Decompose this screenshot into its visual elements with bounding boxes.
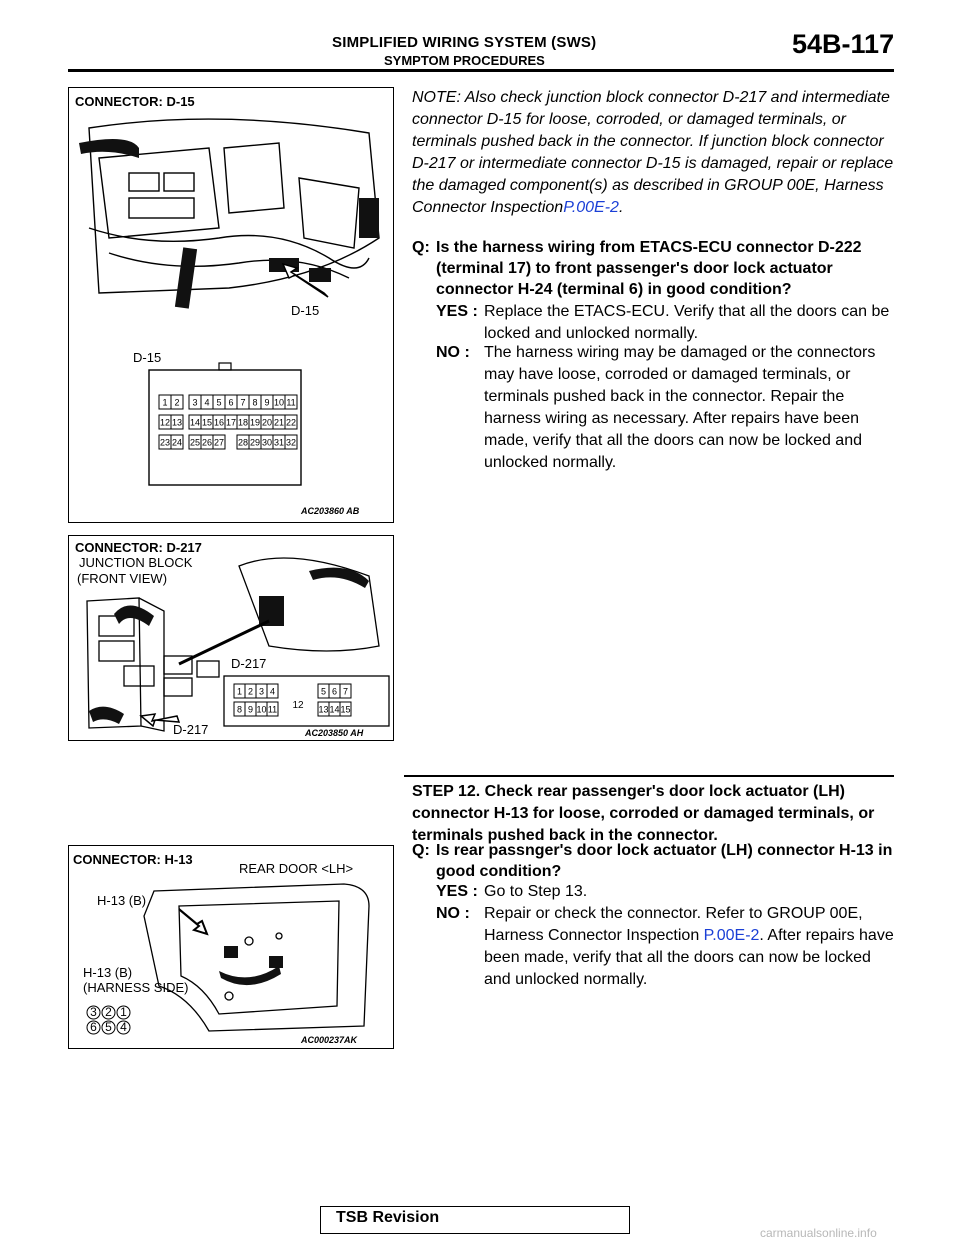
connector-pin bbox=[159, 415, 171, 429]
connector-pin bbox=[201, 435, 213, 449]
svg-text:2: 2 bbox=[105, 1005, 112, 1019]
svg-text:1: 1 bbox=[236, 686, 243, 697]
connector-pin bbox=[261, 415, 273, 429]
svg-text:7: 7 bbox=[342, 686, 349, 697]
svg-text:10: 10 bbox=[273, 397, 285, 408]
connector-pin bbox=[201, 395, 213, 409]
svg-text:31: 31 bbox=[273, 437, 285, 448]
figure-connector-h13 bbox=[68, 845, 394, 1049]
svg-text:1: 1 bbox=[120, 1005, 127, 1019]
figure-sublabel: JUNCTION BLOCK bbox=[79, 555, 193, 570]
connector-pin bbox=[171, 415, 183, 429]
svg-text:5: 5 bbox=[216, 397, 222, 408]
connector-pin bbox=[285, 395, 297, 409]
connector-pin bbox=[237, 395, 249, 409]
svg-text:27: 27 bbox=[213, 437, 225, 448]
connector-pin bbox=[87, 1005, 100, 1019]
figure-sublabel: REAR DOOR <LH> bbox=[239, 861, 354, 876]
question-2 bbox=[412, 840, 896, 882]
svg-text:6: 6 bbox=[228, 397, 234, 408]
answer-label: NO : bbox=[436, 344, 470, 361]
connector-pin bbox=[159, 395, 171, 409]
connector-pin bbox=[159, 435, 171, 449]
connector-label: H-13 (B) bbox=[83, 965, 133, 980]
answer-text-part: . After repairs have been made, verify that all the doors can now be locked and unlocked normally. bbox=[484, 927, 894, 988]
answer-text: The harness wiring may be damaged or the connectors may have loose, corroded or damaged terminals, or terminals pushed back in the connector. Repair the harness wiring as necessary. After repairs have been made, verify that all the doors can now be locked and unlocked normally. bbox=[484, 344, 876, 471]
svg-text:3: 3 bbox=[90, 1005, 97, 1019]
connector-pin bbox=[234, 702, 245, 716]
connector-pin bbox=[267, 702, 278, 716]
svg-text:15: 15 bbox=[340, 704, 351, 715]
svg-text:1: 1 bbox=[162, 397, 168, 408]
connector-pin bbox=[285, 435, 297, 449]
connector-pin bbox=[245, 684, 256, 698]
answer-label: YES : bbox=[436, 883, 478, 900]
svg-text:13: 13 bbox=[171, 417, 183, 428]
connector-pin bbox=[249, 435, 261, 449]
svg-text:17: 17 bbox=[225, 417, 237, 428]
figure-sublabel: (FRONT VIEW) bbox=[77, 571, 168, 586]
connector-pin bbox=[261, 435, 273, 449]
note-text: NOTE: Also check junction block connector D-217 and intermediate connector D-15 for loose, corroded, or damaged terminals, or terminals pushed back in the connector. If junction block connector D-217 or intermediate connector D-15 is damaged, repair or replace the damaged component(s) as described in GROUP 00E, Harness Connector Inspection bbox=[412, 89, 894, 216]
figure-caption: CONNECTOR: D-15 bbox=[75, 94, 195, 109]
question-1 bbox=[412, 237, 896, 300]
answer-yes bbox=[436, 881, 896, 903]
connector-label: D-15 bbox=[291, 303, 320, 318]
svg-text:2: 2 bbox=[247, 686, 254, 697]
question-label: Q: bbox=[412, 239, 430, 256]
figure-caption: CONNECTOR: H-13 bbox=[73, 852, 193, 867]
answer-text: Go to Step 13. bbox=[484, 883, 588, 900]
page-number: 54B-117 bbox=[792, 29, 895, 59]
answer-label: YES : bbox=[436, 303, 478, 320]
svg-text:24: 24 bbox=[171, 437, 183, 448]
figure-caption: CONNECTOR: D-217 bbox=[75, 540, 202, 555]
connector-pin bbox=[87, 1020, 100, 1034]
svg-text:13: 13 bbox=[318, 704, 329, 715]
note-paragraph bbox=[412, 87, 896, 219]
connector-pin bbox=[201, 415, 213, 429]
svg-text:3: 3 bbox=[258, 686, 265, 697]
figure-connector-d15 bbox=[68, 87, 394, 523]
svg-text:16: 16 bbox=[213, 417, 225, 428]
svg-text:2: 2 bbox=[174, 397, 180, 408]
d15-illustration bbox=[69, 88, 393, 522]
connector-pin bbox=[329, 702, 340, 716]
connector-label: H-13 (B) bbox=[97, 893, 147, 908]
answer-no bbox=[436, 342, 896, 474]
svg-text:30: 30 bbox=[261, 437, 273, 448]
note-tail: . bbox=[618, 199, 624, 216]
connector-pin bbox=[267, 684, 278, 698]
question-text: Is rear passnger's door lock actuator (LH) connector H-13 in good condition? bbox=[436, 842, 893, 880]
svg-text:5: 5 bbox=[320, 686, 327, 697]
connector-pin bbox=[213, 395, 225, 409]
connector-pin bbox=[117, 1020, 130, 1034]
figure-connector-d217 bbox=[68, 535, 394, 741]
connector-pin bbox=[171, 435, 183, 449]
connector-label: D-15 bbox=[133, 350, 162, 365]
connector-pin bbox=[249, 415, 261, 429]
svg-text:21: 21 bbox=[273, 417, 285, 428]
header-rule bbox=[68, 69, 894, 72]
svg-text:9: 9 bbox=[247, 704, 254, 715]
svg-text:23: 23 bbox=[159, 437, 171, 448]
svg-text:26: 26 bbox=[201, 437, 213, 448]
figure-code: AC203850 AH bbox=[305, 728, 364, 738]
connector-pin bbox=[225, 415, 237, 429]
svg-text:5: 5 bbox=[105, 1020, 112, 1034]
connector-pin bbox=[189, 395, 201, 409]
answer-text-part: Repair or check the connector. Refer to GROUP 00E, Harness Connector Inspection bbox=[484, 905, 863, 944]
svg-text:32: 32 bbox=[285, 437, 297, 448]
connector-pin bbox=[318, 684, 329, 698]
connector-pin bbox=[234, 684, 245, 698]
answer-label: NO : bbox=[436, 905, 470, 922]
connector-pin bbox=[237, 415, 249, 429]
connector-pin bbox=[273, 435, 285, 449]
connector-pin bbox=[318, 702, 329, 716]
svg-text:12: 12 bbox=[159, 417, 171, 428]
svg-text:4: 4 bbox=[269, 686, 276, 697]
footer-label: TSB Revision bbox=[336, 1209, 440, 1226]
figure-code: AC000237AK bbox=[301, 1035, 358, 1045]
connector-pin bbox=[245, 702, 256, 716]
connector-pin bbox=[329, 684, 340, 698]
answer-yes bbox=[436, 301, 896, 345]
answer-no bbox=[436, 903, 896, 991]
svg-text:18: 18 bbox=[237, 417, 249, 428]
svg-text:22: 22 bbox=[285, 417, 297, 428]
svg-text:8: 8 bbox=[236, 704, 243, 715]
connector-pin bbox=[213, 415, 225, 429]
figure-code: AC203860 AB bbox=[301, 506, 360, 516]
question-label: Q: bbox=[412, 842, 430, 859]
section-title: SIMPLIFIED WIRING SYSTEM (SWS) bbox=[332, 34, 597, 51]
svg-text:8: 8 bbox=[252, 397, 258, 408]
svg-text:20: 20 bbox=[261, 417, 273, 428]
section-subtitle: SYMPTOM PROCEDURES bbox=[384, 53, 545, 68]
connector-pin bbox=[273, 395, 285, 409]
step-rule bbox=[404, 775, 894, 777]
connector-pin bbox=[237, 435, 249, 449]
watermark: carmanualsonline.info bbox=[760, 1226, 877, 1240]
connector-pin bbox=[102, 1005, 115, 1019]
connector-pin bbox=[189, 415, 201, 429]
connector-pin bbox=[102, 1020, 115, 1034]
svg-text:28: 28 bbox=[237, 437, 249, 448]
svg-text:9: 9 bbox=[264, 397, 270, 408]
connector-pin bbox=[340, 684, 351, 698]
svg-text:15: 15 bbox=[201, 417, 213, 428]
svg-text:25: 25 bbox=[189, 437, 201, 448]
svg-text:29: 29 bbox=[249, 437, 261, 448]
connector-label: D-217 bbox=[173, 722, 209, 737]
note-link[interactable]: P.00E-2 bbox=[563, 199, 619, 216]
connector-pin bbox=[256, 702, 267, 716]
connector-pin bbox=[189, 435, 201, 449]
connector-pin-label: 12 bbox=[292, 700, 304, 711]
svg-text:6: 6 bbox=[331, 686, 338, 697]
connector-pin bbox=[273, 415, 285, 429]
svg-text:4: 4 bbox=[120, 1020, 127, 1034]
connector-pin bbox=[225, 395, 237, 409]
connector-pin bbox=[171, 395, 183, 409]
connector-pin bbox=[285, 415, 297, 429]
svg-text:4: 4 bbox=[204, 397, 210, 408]
svg-text:6: 6 bbox=[90, 1020, 97, 1034]
svg-text:3: 3 bbox=[192, 397, 198, 408]
svg-text:14: 14 bbox=[189, 417, 201, 428]
connector-pin bbox=[213, 435, 225, 449]
question-text: Is the harness wiring from ETACS-ECU connector D-222 (terminal 17) to front passenger's door lock actuator connector H-24 (terminal 6) in good condition? bbox=[436, 239, 862, 298]
answer-text: Replace the ETACS-ECU. Verify that all the doors can be locked and unlocked normally. bbox=[484, 303, 890, 342]
inspection-link[interactable]: P.00E-2 bbox=[703, 927, 760, 944]
answer-text bbox=[484, 903, 896, 991]
connector-pin bbox=[117, 1005, 130, 1019]
connector-pin bbox=[340, 702, 351, 716]
h13-illustration bbox=[69, 846, 393, 1048]
connector-label: D-217 bbox=[231, 656, 267, 671]
svg-text:7: 7 bbox=[240, 397, 246, 408]
svg-text:11: 11 bbox=[267, 704, 278, 715]
connector-pin bbox=[249, 395, 261, 409]
svg-text:14: 14 bbox=[329, 704, 340, 715]
step-12-heading: STEP 12. Check rear passenger's door lock actuator (LH) connector H-13 for loose, corroded or damaged terminals, or terminals pushed back in the connector. bbox=[412, 783, 875, 844]
connector-pin bbox=[256, 684, 267, 698]
svg-text:11: 11 bbox=[286, 397, 296, 408]
connector-pin bbox=[261, 395, 273, 409]
svg-text:19: 19 bbox=[249, 417, 261, 428]
figure-sublabel: (HARNESS SIDE) bbox=[83, 980, 189, 995]
svg-text:10: 10 bbox=[256, 704, 267, 715]
